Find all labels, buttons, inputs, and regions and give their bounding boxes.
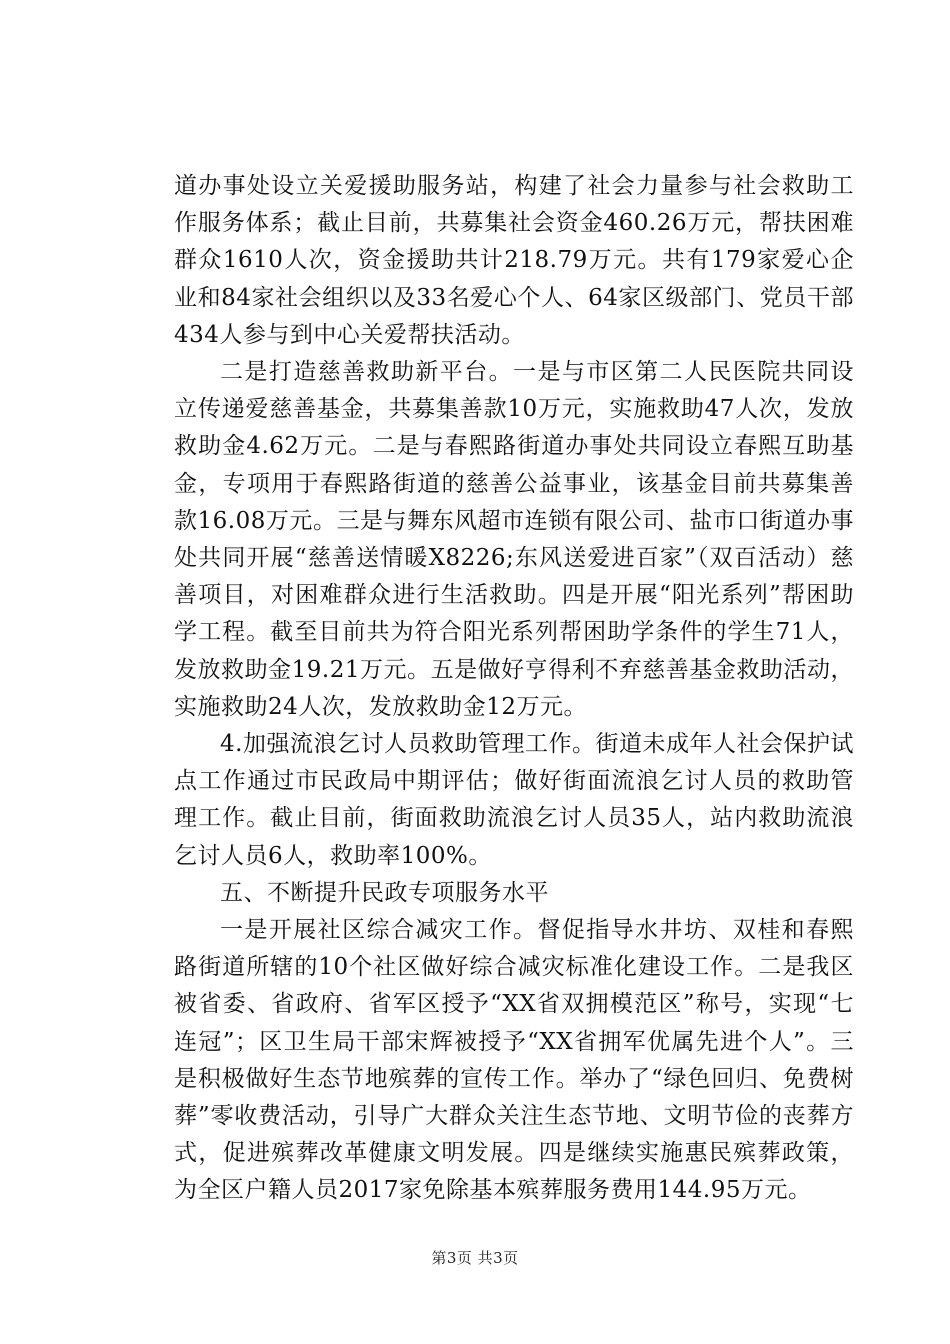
page-number-footer: 第3页 共3页 — [431, 1249, 519, 1267]
document-body — [174, 168, 854, 1210]
section-heading-civil-affairs-services: 五、不断提升民政专项服务水平 — [220, 879, 549, 906]
paragraph-charity-platform: 二是打造慈善救助新平台。一是与市区第二人民医院共同设立传递爱慈善基金，共募集善款10万元，实施救助47人次，发放救助金4.62万元。二是与春熙路街道办事处共同设立春熙互助基金，专项用于春熙路街道的慈善公益事业，该基金目前共募集善款16.08万元。三是与舞东风超市连锁有限公司、盐市口街道办事处共同开展“慈善送情暖X8226;东风送爱进百家”（双百活动）慈善项目，对困难群众进行生活救助。四是开展“阳光系列”帮困助学工程。截至目前共为符合阳光系列帮困助学条件的学生71人，发放救助金19.21万元。五是做好亨得利不弃慈善基金救助活动，实施救助24人次，发放救助金12万元。 — [174, 359, 854, 720]
paragraph-disaster-reduction-funeral: 一是开展社区综合减灾工作。督促指导水井坊、双桂和春熙路街道所辖的10个社区做好综合减灾标准化建设工作。二是我区被省委、省政府、省军区授予“XX省双拥模范区”称号，实现“七连冠”；区卫生局干部宋辉被授予“XX省拥军优属先进个人”。三是积极做好生态节地殡葬的宣传工作。举办了“绿色回归、免费树葬”零收费活动，引导广大群众关注生态节地、文明节俭的丧葬方式，促进殡葬改革健康文明发展。四是继续实施惠民殡葬政策，为全区户籍人员2017家免除基本殡葬服务费用144.95万元。 — [174, 917, 854, 1204]
paragraph-vagrant-assistance: 4.加强流浪乞讨人员救助管理工作。街道未成年人社会保护试点工作通过市民政局中期评估；做好街面流浪乞讨人员的救助管理工作。截止目前，街面救助流浪乞讨人员35人，站内救助流浪乞讨人员6人，救助率100%。 — [174, 731, 854, 869]
paragraph-social-assistance-summary: 道办事处设立关爱援助服务站，构建了社会力量参与社会救助工作服务体系；截止目前，共募集社会资金460.26万元，帮扶困难群众1610人次，资金援助共计218.79万元。共有179家爱心企业和84家社会组织以及33名爱心个人、64家区级部门、党员干部434人参与到中心关爱帮扶活动。 — [174, 173, 854, 348]
